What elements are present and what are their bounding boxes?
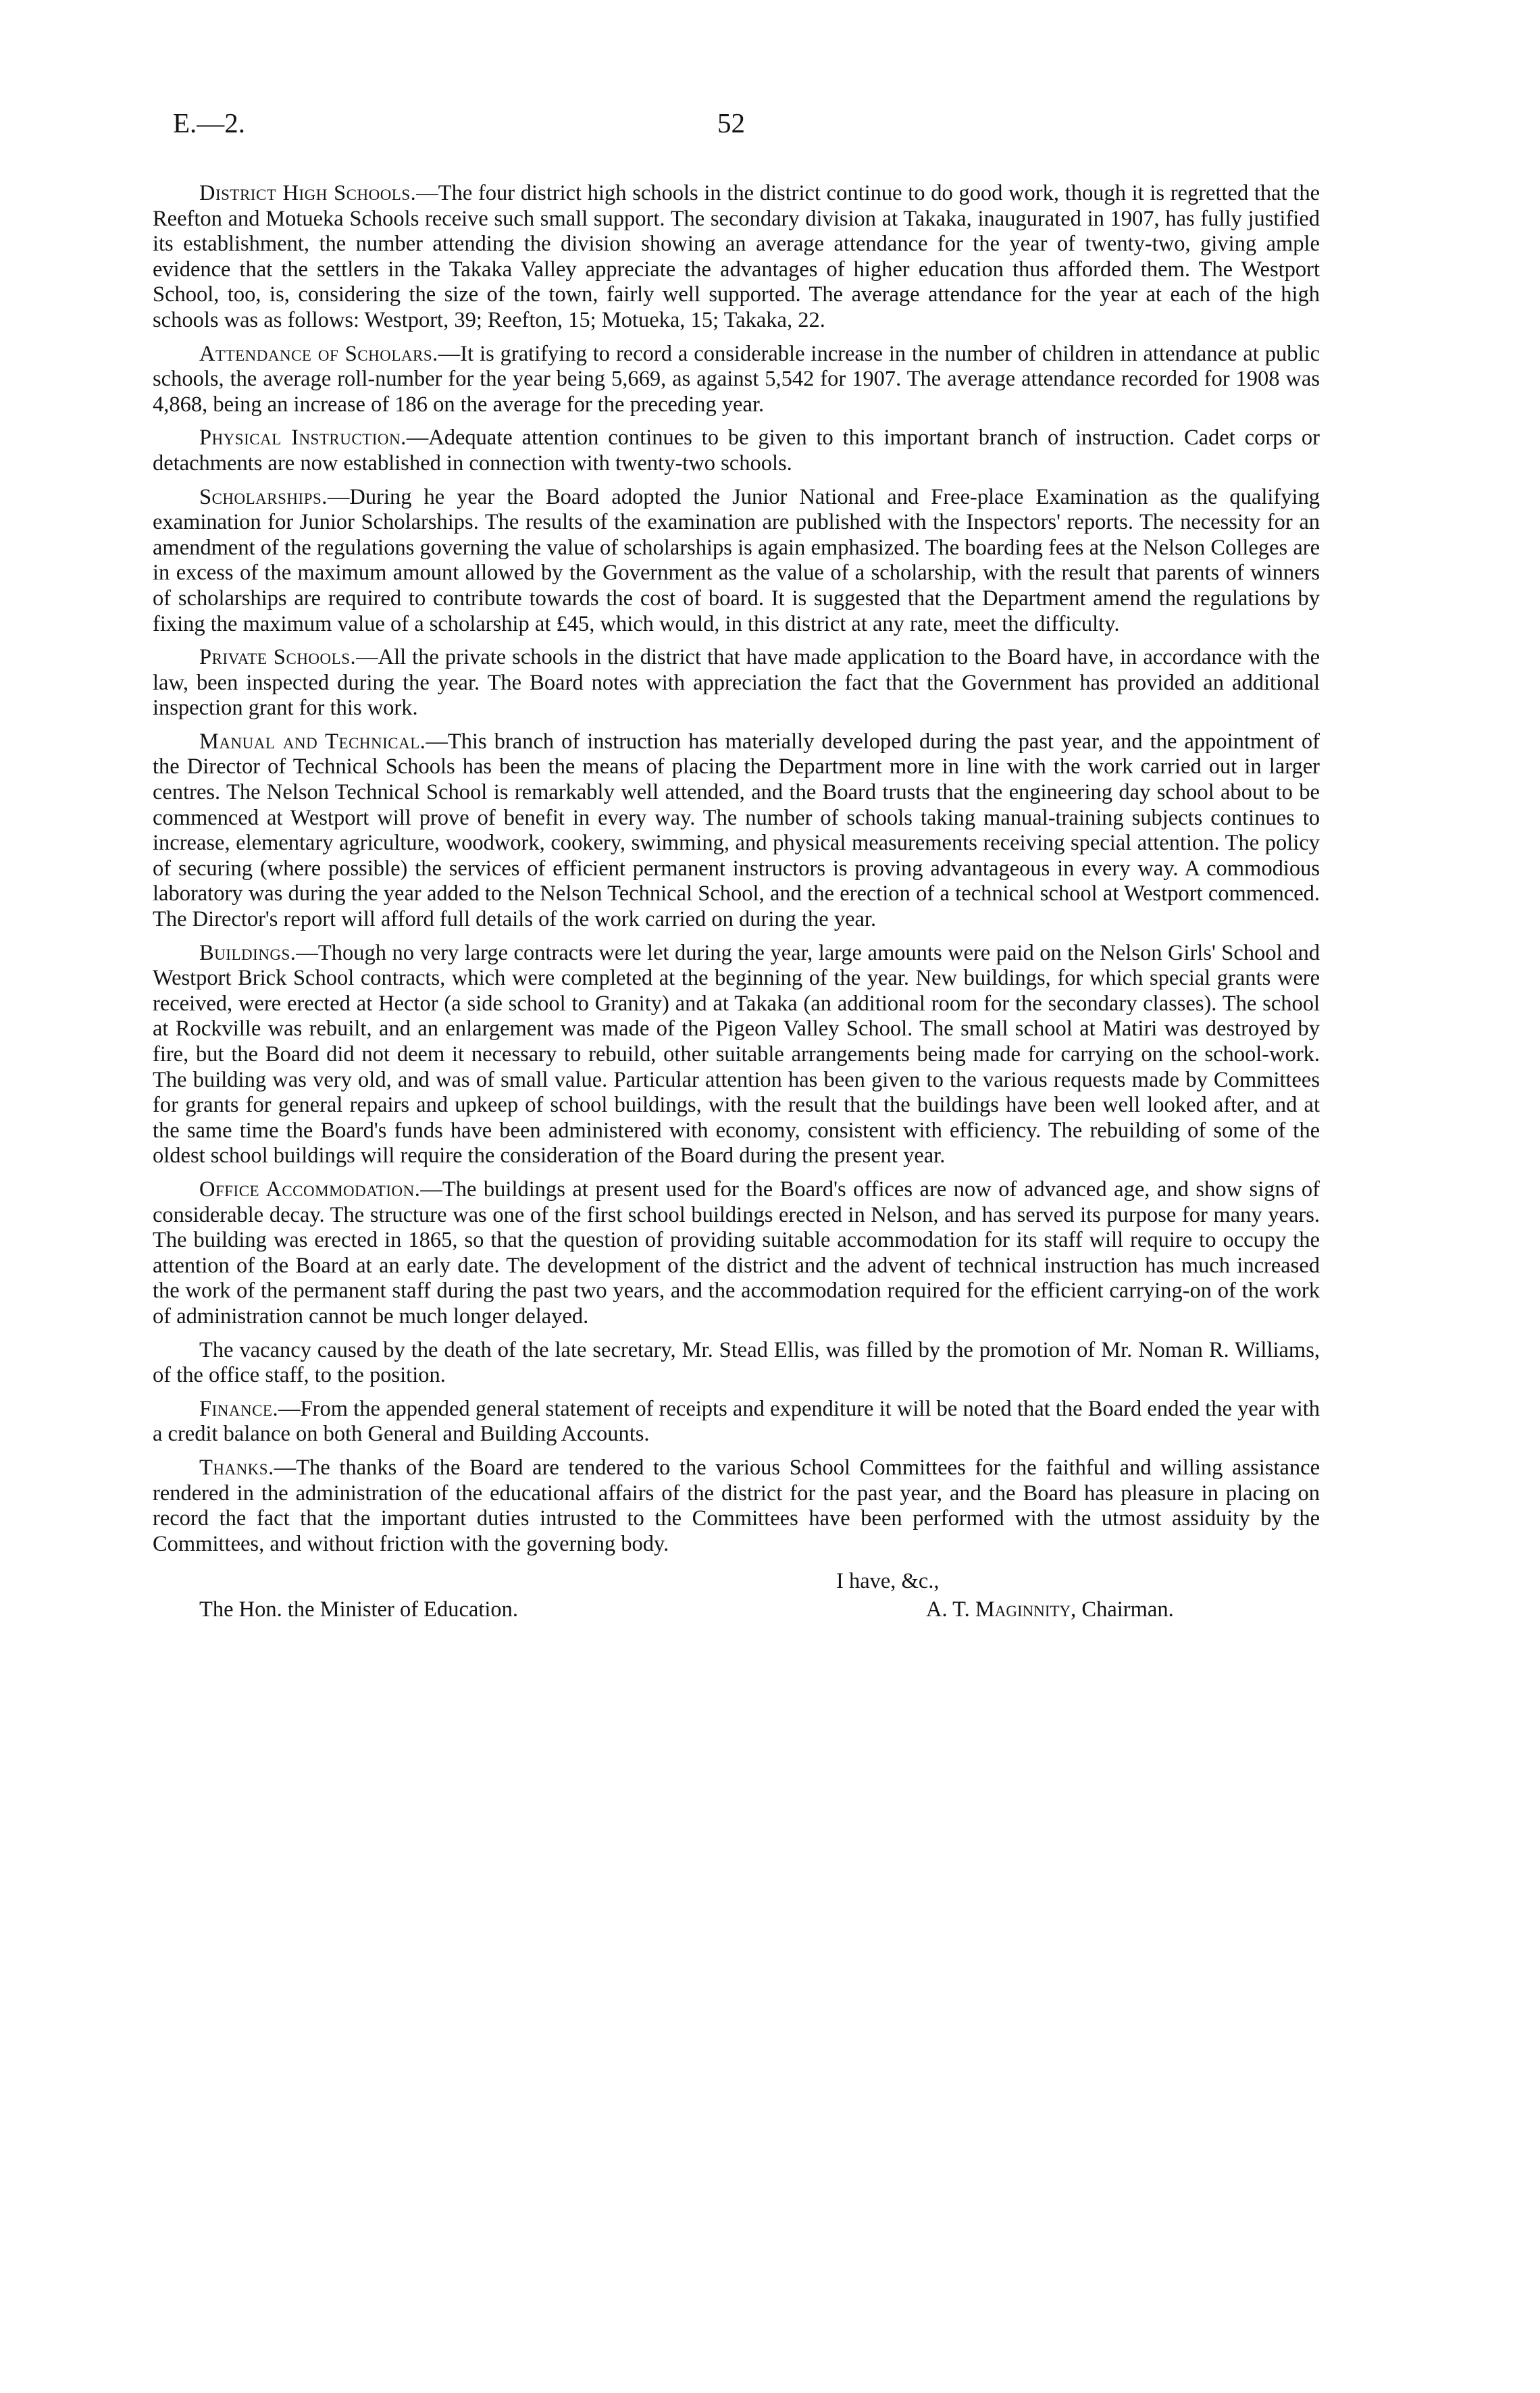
paragraph-text: —The four district high schools in the district continue to do good work, though it is regretted that the Reefton and Motueka Schools receive such small support. The secondary division at Takaka, inaugurated in 1907, has fully justified its establishment, the number attending the division showing an average attendance for the year of twenty-two, giving ample evidence that the settlers in the Takaka Valley appreciate the advantages of higher education thus afforded them. The Westport School, too, is, considering the size of the town, fairly well supported. The average attendance for the year at each of the high schools was as follows: Westport, 39; Reefton, 15; Motueka, 15; Takaka, 22. [153,181,1320,332]
paragraph-text: The vacancy caused by the death of the late secretary, Mr. Stead Ellis, was filled by the promotion of Mr. Noman R. Williams, of the office staff, to the position. [153,1337,1320,1388]
paragraph-attendance-of-scholars [153,342,1320,418]
paragraph-text: —During he year the Board adopted the Junior National and Free-place Examination as the qualifying examination for Junior Scholarships. The results of the examination are published with the Inspectors' reports. The necessity for an amendment of the regulations governing the value of scholarships is again emphasized. The boarding fees at the Nelson Colleges are in excess of the maximum amount allowed by the Government as the value of a scholarship, with the result that parents of winners of scholarships are required to contribute towards the cost of board. It is suggested that the Department amend the regulations by fixing the maximum value of a scholarship at £45, which would, in this district at any rate, meet the difficulty. [153,484,1320,636]
paragraph-manual-and-technical [153,729,1320,933]
letter-closing [153,1569,1320,1634]
document-reference: E.—2. [173,107,246,138]
paragraph-heading: Buildings. [199,940,297,965]
paragraph-text: —It is gratifying to record a considerable increase in the number of children in attendance at public schools, the average roll-number for the year being 5,669, as against 5,542 for 1907. The average attendance recorded for 1908 was 4,868, being an increase of 186 on the average for the preceding year. [153,341,1320,417]
paragraph-finance [153,1397,1320,1447]
page-header [173,107,1351,147]
paragraph-heading: Private Schools. [199,645,357,670]
paragraph-text: —From the appended general statement of receipts and expenditure it will be noted that the Board ended the year with a credit balance on both General and Building Accounts. [153,1396,1320,1447]
paragraph-private-schools [153,645,1320,721]
paragraph-heading: Physical Instruction. [199,426,407,451]
signatory-initials: A. T. [926,1597,970,1622]
page-number: 52 [717,107,745,138]
paragraph-heading: District High Schools. [199,181,417,205]
paragraph-heading: Thanks. [199,1455,274,1480]
paragraph-text: —All the private schools in the district that have made application to the Board have, in accordance with the law, been inspected during the year. The Board notes with appreciation the fact that the Government has provided an additional inspection grant for this work. [153,645,1320,721]
paragraph-text: —The buildings at present used for the Board's offices are now of advanced age, and show signs of considerable decay. The structure was one of the first school buildings erected in Nelson, and has served its purpose for many years. The building was erected in 1865, so that the question of providing suitable accommodation for its staff will require to occupy the attention of the Board at an early date. The development of the district and the advent of technical instruction has much increased the work of the permanent staff during the past two years, and the accommodation required for the efficient carrying-on of the work of administration cannot be much longer delayed. [153,1177,1320,1329]
signature-block [926,1597,1174,1623]
paragraph-text: —Though no very large contracts were let during the year, large amounts were paid on the Nelson Girls' School and Westport Brick School contracts, which were completed at the beginning of the year. New buildings, for which special grants were received, were erected at Hector (a side school to Granity) and at Takaka (an additional room for the secondary classes). The school at Rockville was rebuilt, and an enlargement was made of the Pigeon Valley School. The small school at Matiri was destroyed by fire, but the Board did not deem it necessary to rebuild, other suitable arrangements being made for carrying on the school-work. The building was very old, and was of small value. Particular attention has been given to the various requests made by Committees for grants for general repairs and upkeep of school buildings, with the result that the buildings have been well looked after, and at the same time the Board's funds have been administered with economy, consistent with efficiency. The rebuilding of some of the oldest school buildings will require the consideration of the Board during the present year. [153,940,1320,1168]
paragraph-heading: Finance. [199,1396,279,1421]
paragraph-heading: Office Accommodation. [199,1177,421,1202]
signatory-surname: Maginnity [975,1597,1071,1622]
paragraph-heading: Attendance of Scholars. [199,341,438,366]
paragraph-buildings [153,941,1320,1169]
paragraph-text: —The thanks of the Board are tendered to the various School Committees for the faithful and willing assistance rendered in the administration of the educational affairs of the district for the past year, and the Board has pleasure in placing on record the fact that the important duties intrusted to the Committees have been performed with the utmost assiduity by the Committees, and without friction with the governing body. [153,1455,1320,1556]
addressee: The Hon. the Minister of Education. [199,1597,519,1622]
paragraph-district-high-schools [153,181,1320,334]
paragraph-heading: Scholarships. [199,484,328,509]
paragraph-text: —This branch of instruction has materially developed during the past year, and the appointment of the Director of Technical Schools has been the means of placing the Department more in line with the work carried out in larger centres. The Nelson Technical School is remarkably well attended, and the Board trusts that the engineering day school about to be commenced at Westport will prove of benefit in every way. The number of schools taking manual-training subjects continues to increase, elementary agriculture, woodwork, cookery, swimming, and physical measurements receiving special attention. The policy of securing (where possible) the services of efficient permanent instructors is proving advantageous in every way. A commodious laboratory was during the year added to the Nelson Technical School, and the erection of a technical school at Westport commenced. The Director's report will afford full details of the work carried on during the year. [153,729,1320,932]
paragraph-physical-instruction [153,426,1320,476]
paragraph-office-accommodation [153,1177,1320,1330]
paragraph-scholarships [153,485,1320,638]
report-body [153,181,1320,1634]
paragraph-text: —Adequate attention continues to be given to this important branch of instruction. Cadet corps or detachments are now established in connection with twenty-two schools. [153,426,1320,475]
paragraph-heading: Manual and Technical. [199,729,426,754]
paragraph-secretary-vacancy [153,1338,1320,1389]
signatory-title: , Chairman. [1071,1597,1174,1622]
complimentary-close: I have, &c., [836,1569,940,1594]
paragraph-thanks [153,1456,1320,1557]
